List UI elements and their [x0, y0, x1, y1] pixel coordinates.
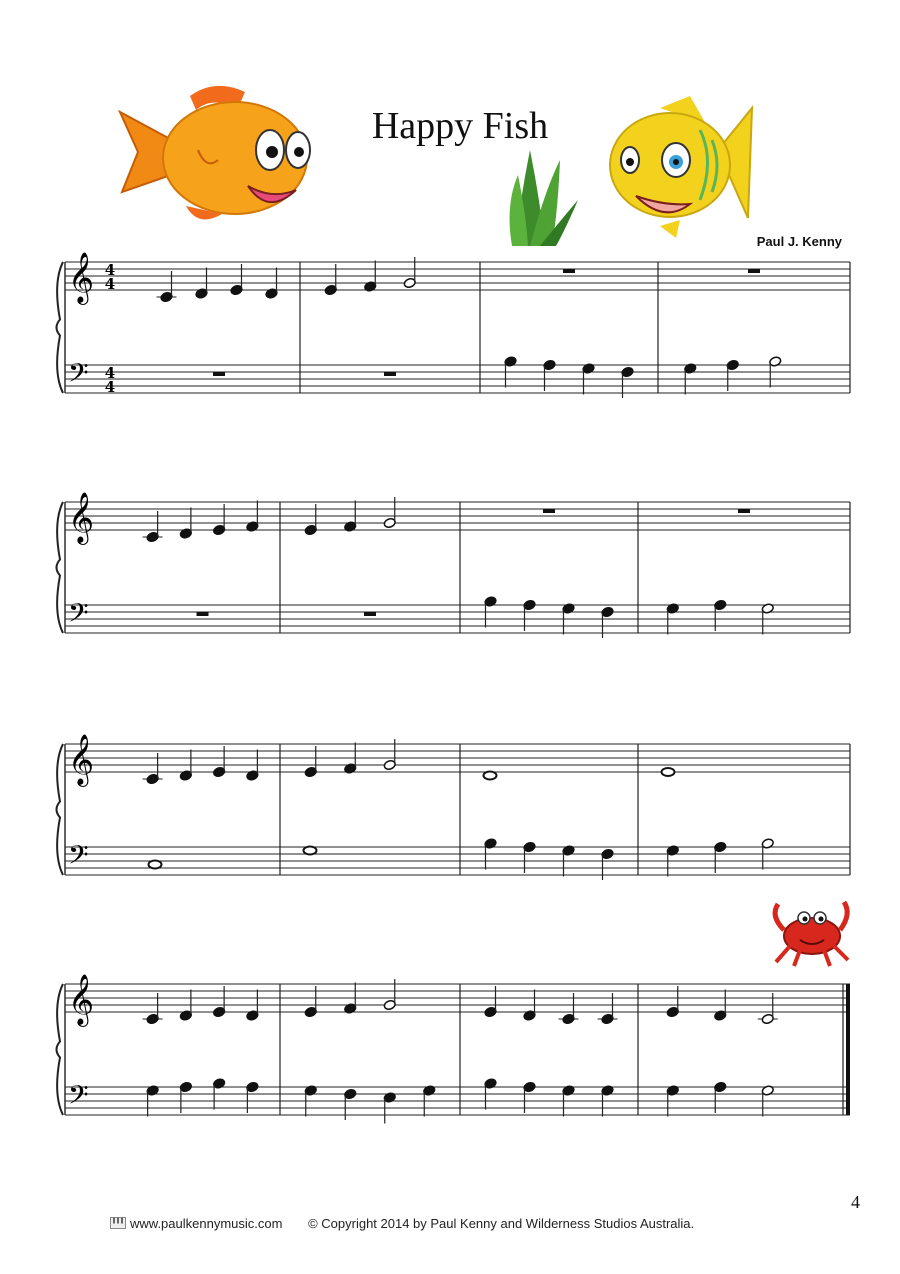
whole-rest [364, 612, 376, 616]
system [57, 734, 851, 880]
composer-name: Paul J. Kenny [756, 234, 842, 249]
brace [57, 744, 64, 875]
treble-clef: 𝄞 [68, 492, 95, 543]
bass-clef: 𝄢 [68, 357, 89, 395]
footer-copyright: © Copyright 2014 by Paul Kenny and Wilderness Studios Australia. [308, 1216, 695, 1231]
page-number: 4 [851, 1192, 860, 1212]
footer-website-text[interactable]: www.paulkennymusic.com [130, 1216, 283, 1231]
whole-rest [213, 372, 225, 376]
yellow-fish-illustration [610, 96, 752, 238]
system [57, 974, 851, 1124]
treble-clef: 𝄞 [68, 252, 95, 303]
piano-icon [110, 1217, 126, 1229]
seaweed-illustration [510, 150, 578, 246]
final-barline-thick [846, 984, 850, 1115]
orange-fish-illustration [120, 86, 310, 220]
system [57, 492, 851, 638]
whole-rest [738, 509, 750, 513]
bass-time-sig-bottom: 4 [104, 378, 116, 396]
treble-clef: 𝄞 [68, 974, 95, 1025]
whole-rest [384, 372, 396, 376]
brace [57, 984, 64, 1115]
treble-clef: 𝄞 [68, 734, 95, 785]
system [57, 252, 851, 398]
footer-website[interactable] [110, 1216, 286, 1231]
bass-time-sig-top: 4 [104, 364, 116, 382]
brace [57, 502, 64, 633]
whole-rest [748, 269, 760, 273]
bass-clef: 𝄢 [68, 597, 89, 635]
bass-clef: 𝄢 [68, 1079, 89, 1117]
bass-clef: 𝄢 [68, 839, 89, 877]
crab-illustration [775, 902, 848, 966]
whole-rest [543, 509, 555, 513]
note-head [484, 772, 497, 780]
treble-time-sig-bottom: 4 [104, 275, 116, 293]
note-head [304, 847, 317, 855]
whole-rest [563, 269, 575, 273]
whole-rest [197, 612, 209, 616]
piece-title: Happy Fish [371, 105, 549, 147]
music-systems [57, 252, 851, 1124]
footer [110, 1216, 810, 1231]
treble-time-sig-top: 4 [104, 261, 116, 279]
note-head [149, 861, 162, 869]
brace [57, 262, 64, 393]
note-head [662, 768, 675, 776]
